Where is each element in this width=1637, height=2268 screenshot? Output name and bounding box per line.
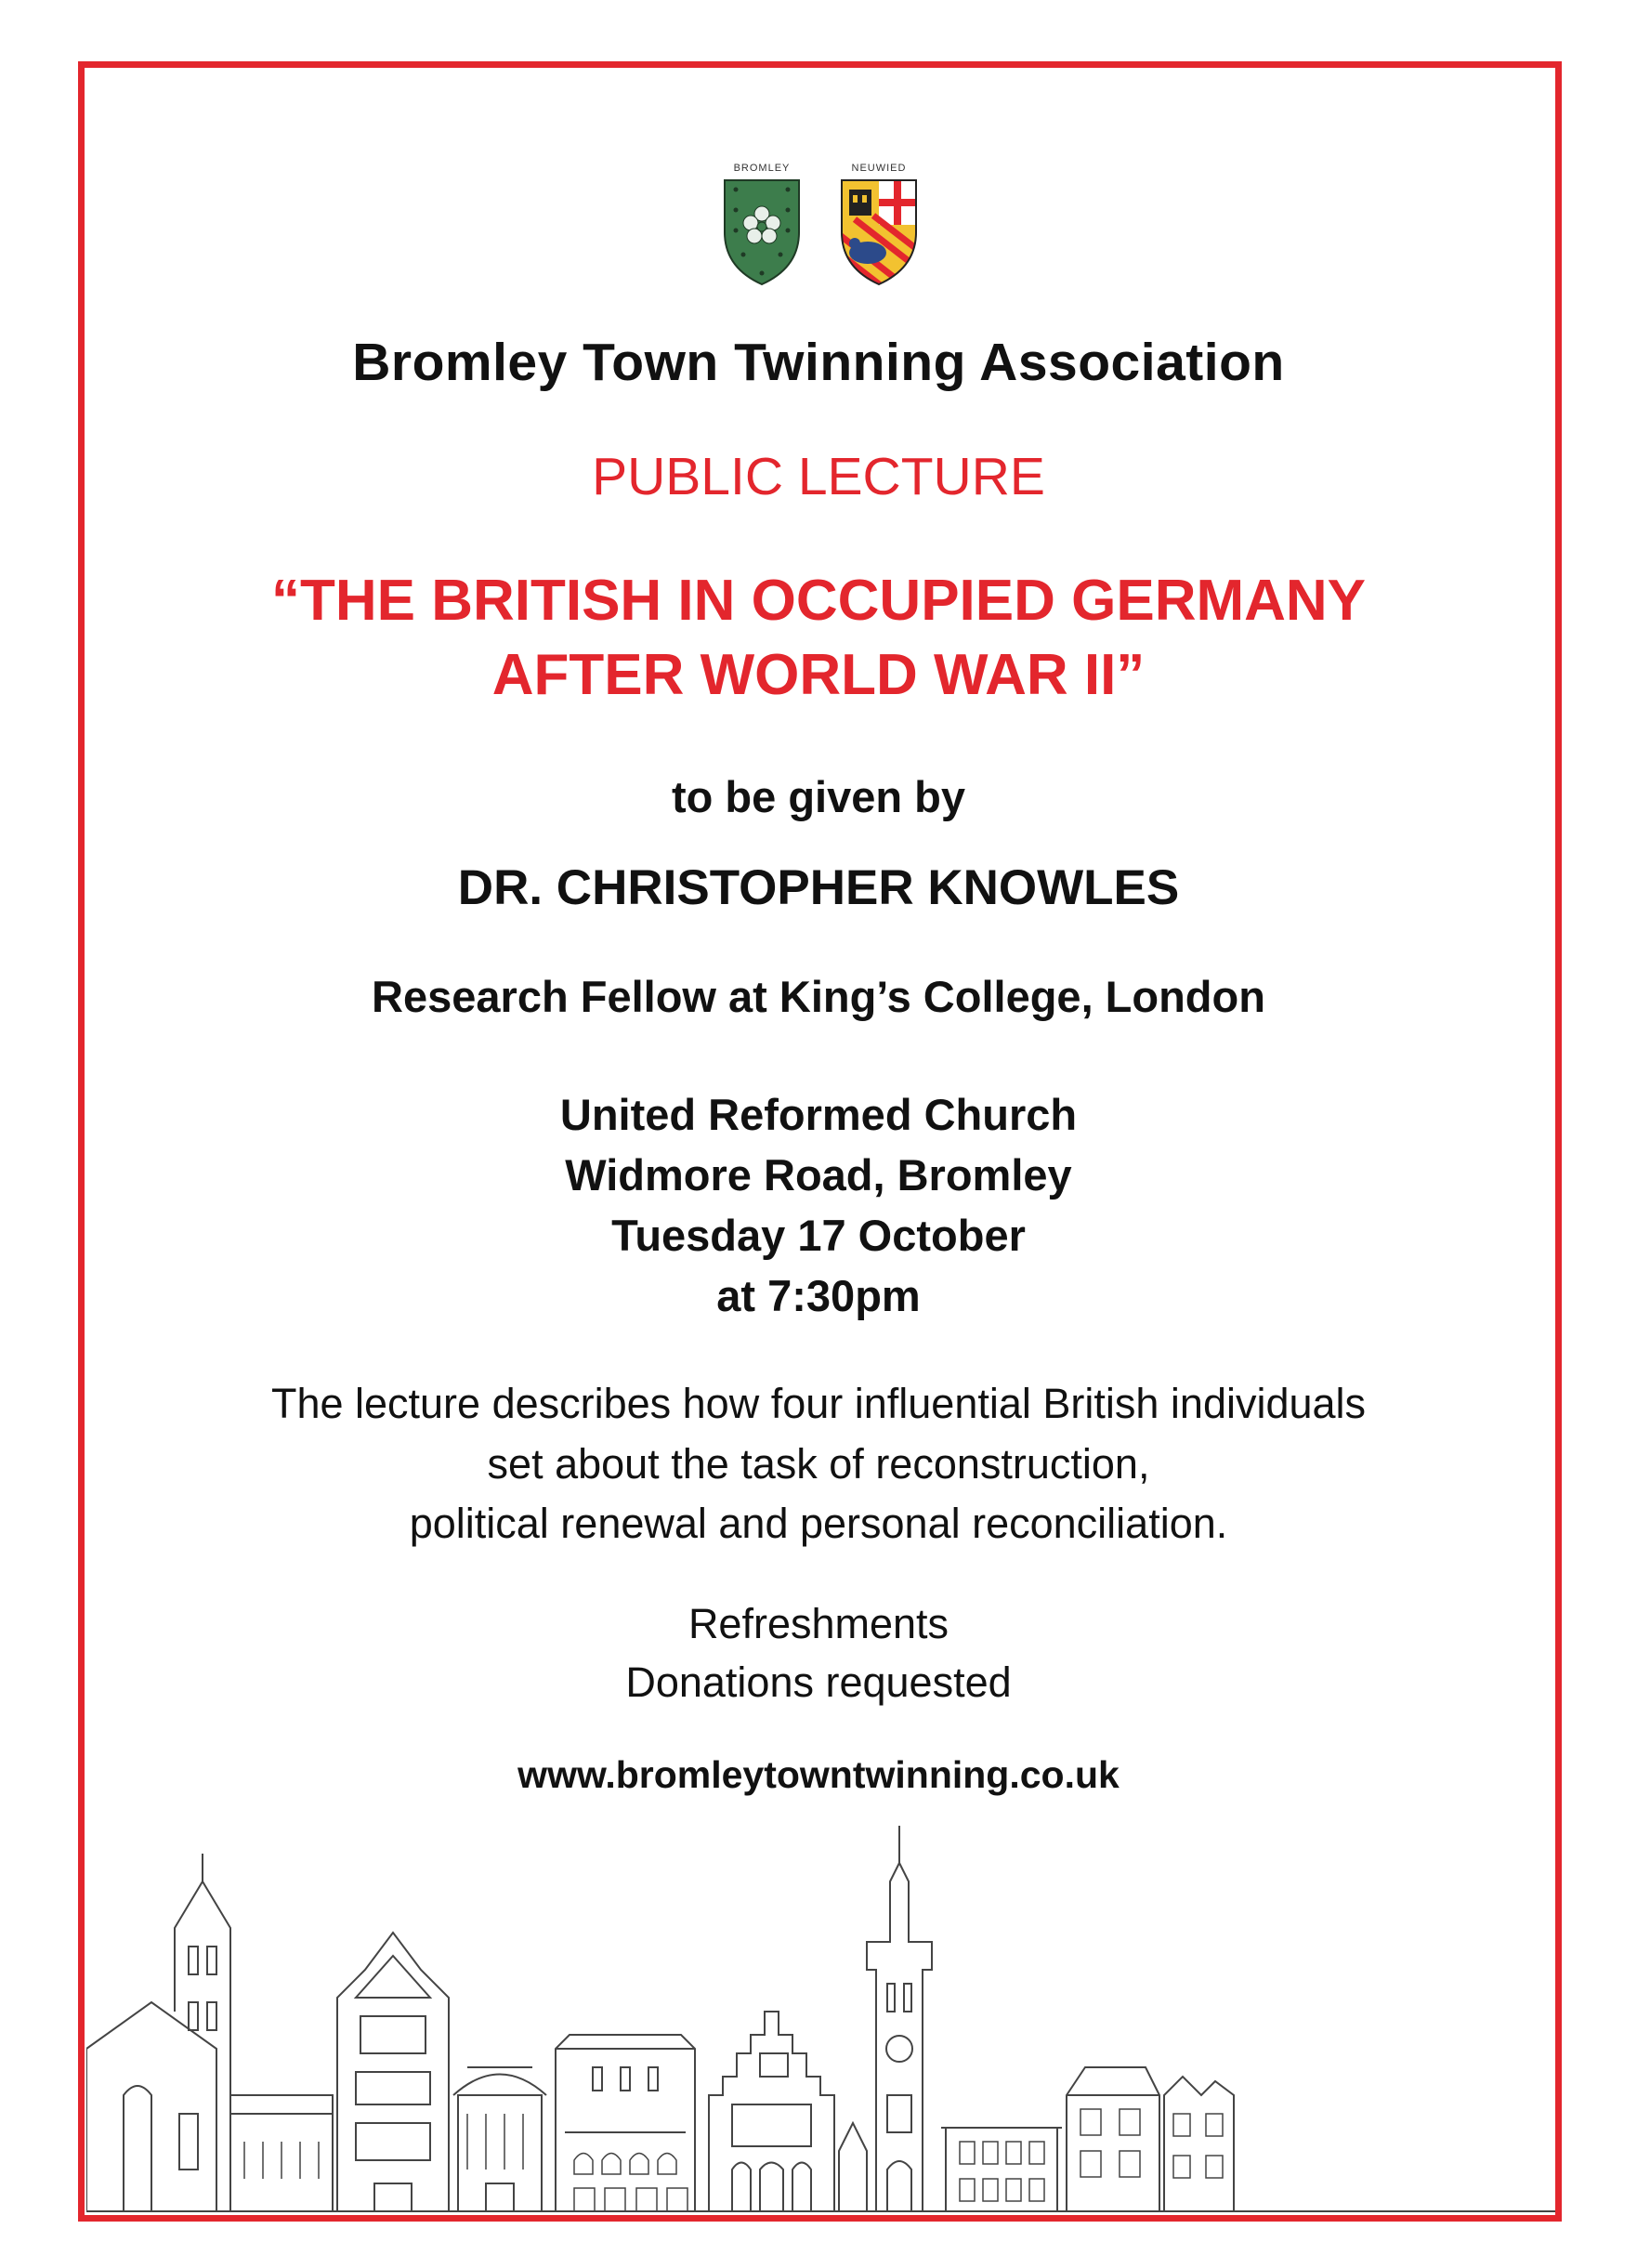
- bromley-crest-icon: [725, 180, 799, 284]
- given-by-text: to be given by: [672, 772, 965, 821]
- stepped-gable-house: [709, 2012, 834, 2211]
- town-hall: [556, 2035, 695, 2211]
- description-line-3: political renewal and personal reconciliation.: [409, 1500, 1228, 1547]
- neuwied-crest-icon: [836, 180, 938, 293]
- pavilion-building: [453, 2067, 546, 2211]
- public-lecture-label: PUBLIC LECTURE: [592, 447, 1045, 506]
- speaker-role: Research Fellow at King’s College, London: [372, 972, 1265, 1021]
- venue-address: Widmore Road, Bromley: [565, 1150, 1072, 1200]
- association-heading: Bromley Town Twinning Association: [352, 333, 1285, 392]
- event-time: at 7:30pm: [716, 1271, 921, 1320]
- row-houses: [1067, 2067, 1234, 2211]
- civic-building: [941, 2128, 1062, 2211]
- description-line-1: The lecture describes how four influential British individuals: [270, 1380, 1367, 1427]
- bromley-label: BROMLEY: [733, 163, 791, 174]
- town-crests: [715, 158, 938, 293]
- clock-tower: [839, 1826, 932, 2211]
- description-line-2: set about the task of reconstruction,: [487, 1440, 1150, 1488]
- event-date: Tuesday 17 October: [611, 1211, 1026, 1260]
- lecture-title-line-1: “THE BRITISH IN OCCUPIED GERMANY: [270, 569, 1367, 633]
- church-building: [86, 1854, 333, 2211]
- website-link[interactable]: www.bromleytowntwinning.co.uk: [517, 1753, 1120, 1796]
- speaker-name: DR. CHRISTOPHER KNOWLES: [457, 860, 1180, 915]
- donations-note: Donations requested: [625, 1658, 1012, 1706]
- venue-name: United Reformed Church: [559, 1090, 1078, 1139]
- town-skyline-illustration: [86, 1816, 1555, 2214]
- neuwied-label: NEUWIED: [851, 163, 907, 174]
- gabled-house: [337, 1933, 449, 2211]
- lecture-title-line-2: AFTER WORLD WAR II”: [491, 643, 1146, 707]
- refreshments-note: Refreshments: [688, 1600, 949, 1647]
